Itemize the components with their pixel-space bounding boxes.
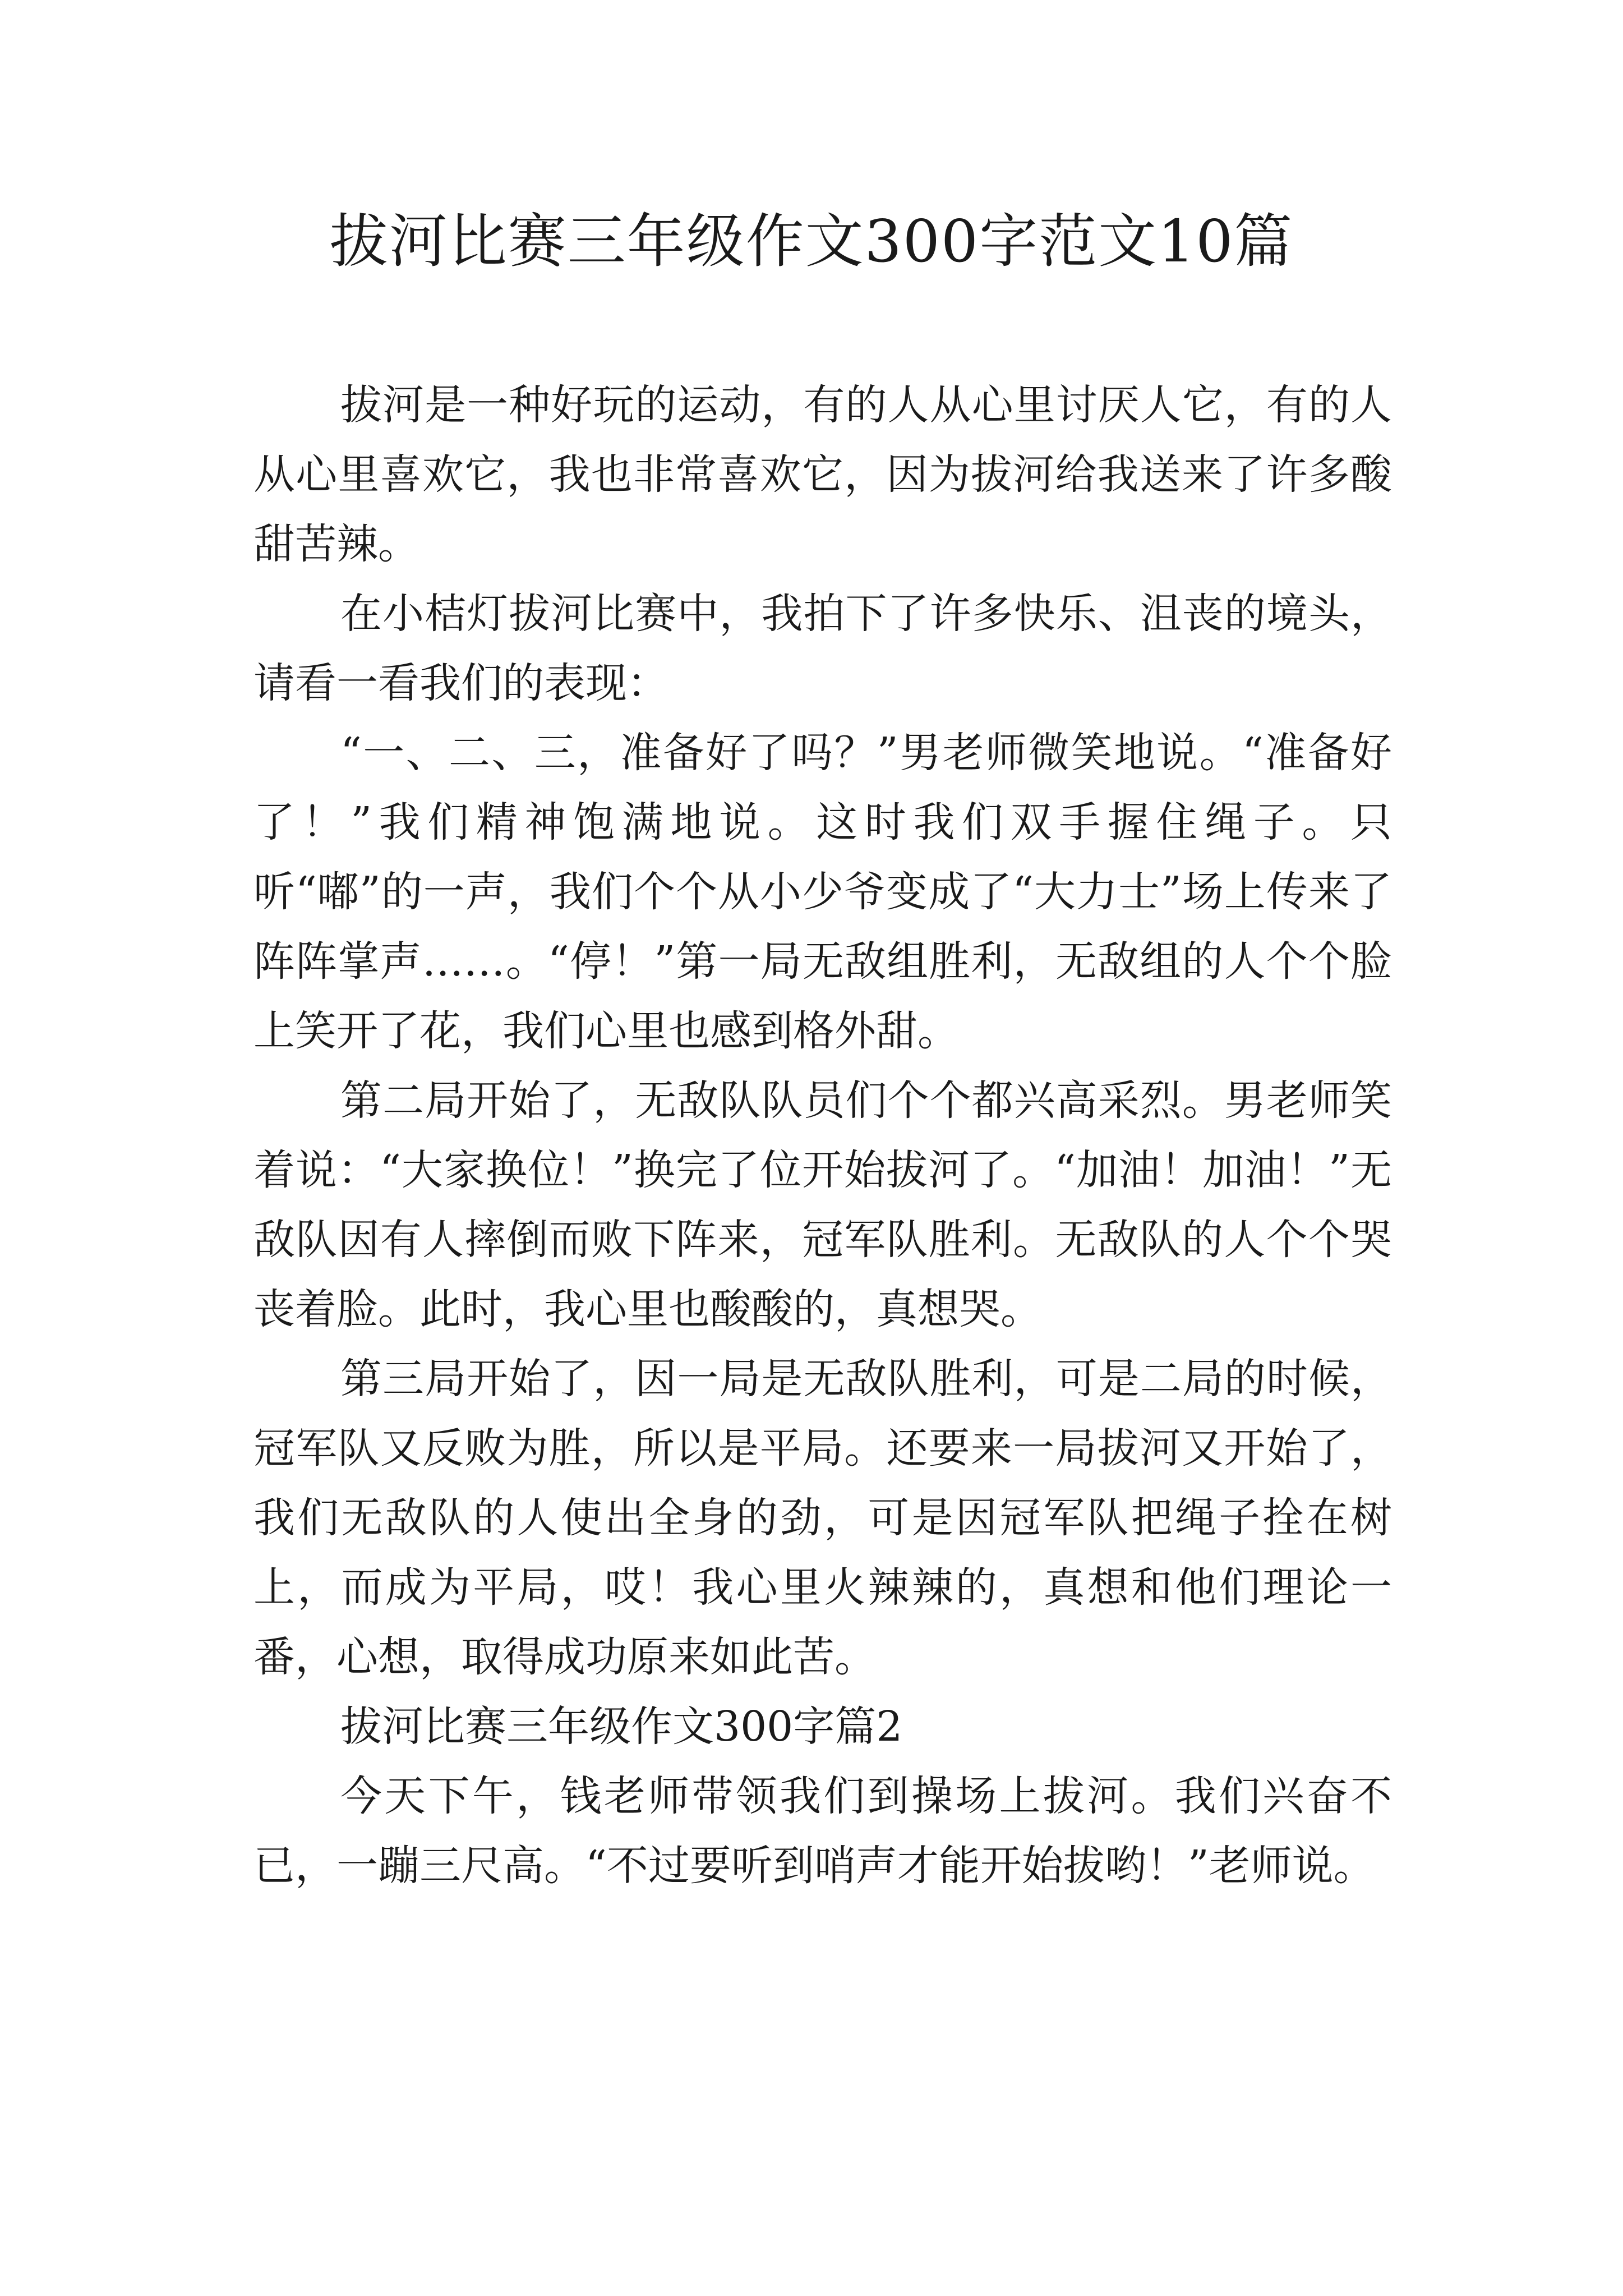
document-body xyxy=(253,370,1392,1901)
paragraph-4: 第二局开始了，无敌队队员们个个都兴高采烈。男老师笑着说：“大家换位！”换完了位开始拔河了。“加油！加油！”无敌队因有人摔倒而败下阵来，冠军队胜利。无敌队的人个个哭丧着脸。此时，我心里也酸酸的，真想哭。 xyxy=(253,1076,1392,1333)
paragraph-2: 在小桔灯拔河比赛中，我拍下了许多快乐、沮丧的境头，请看一看我们的表现： xyxy=(253,590,1392,707)
paragraph-1: 拔河是一种好玩的运动，有的人从心里讨厌人它，有的人从心里喜欢它，我也非常喜欢它，因为拔河给我送来了许多酸甜苦辣。 xyxy=(253,381,1392,568)
document-title: 拔河比赛三年级作文300字范文10篇 xyxy=(329,207,1294,275)
paragraph-6: 今天下午，钱老师带领我们到操场上拔河。我们兴奋不已，一蹦三尺高。“不过要听到哨声才能开始拔哟！”老师说。 xyxy=(253,1772,1392,1890)
section-heading-2: 拔河比赛三年级作文300字篇2 xyxy=(340,1703,903,1751)
paragraph-5: 第三局开始了，因一局是无敌队胜利，可是二局的时候，冠军队又反败为胜，所以是平局。还要来一局拔河又开始了，我们无敌队的人使出全身的劲，可是因冠军队把绳子拴在树上，而成为平局，哎！我心里火辣辣的，真想和他们理论一番，心想，取得成功原来如此苦。 xyxy=(253,1355,1392,1681)
paragraph-3: “一、二、三，准备好了吗？”男老师微笑地说。“准备好了！”我们精神饱满地说。这时我们双手握住绳子。只听“嘟”的一声，我们个个从小少爷变成了“大力士”场上传来了阵阵掌声……。“停！”第一局无敌组胜利，无敌组的人个个脸上笑开了花，我们心里也感到格外甜。 xyxy=(253,729,1392,1055)
